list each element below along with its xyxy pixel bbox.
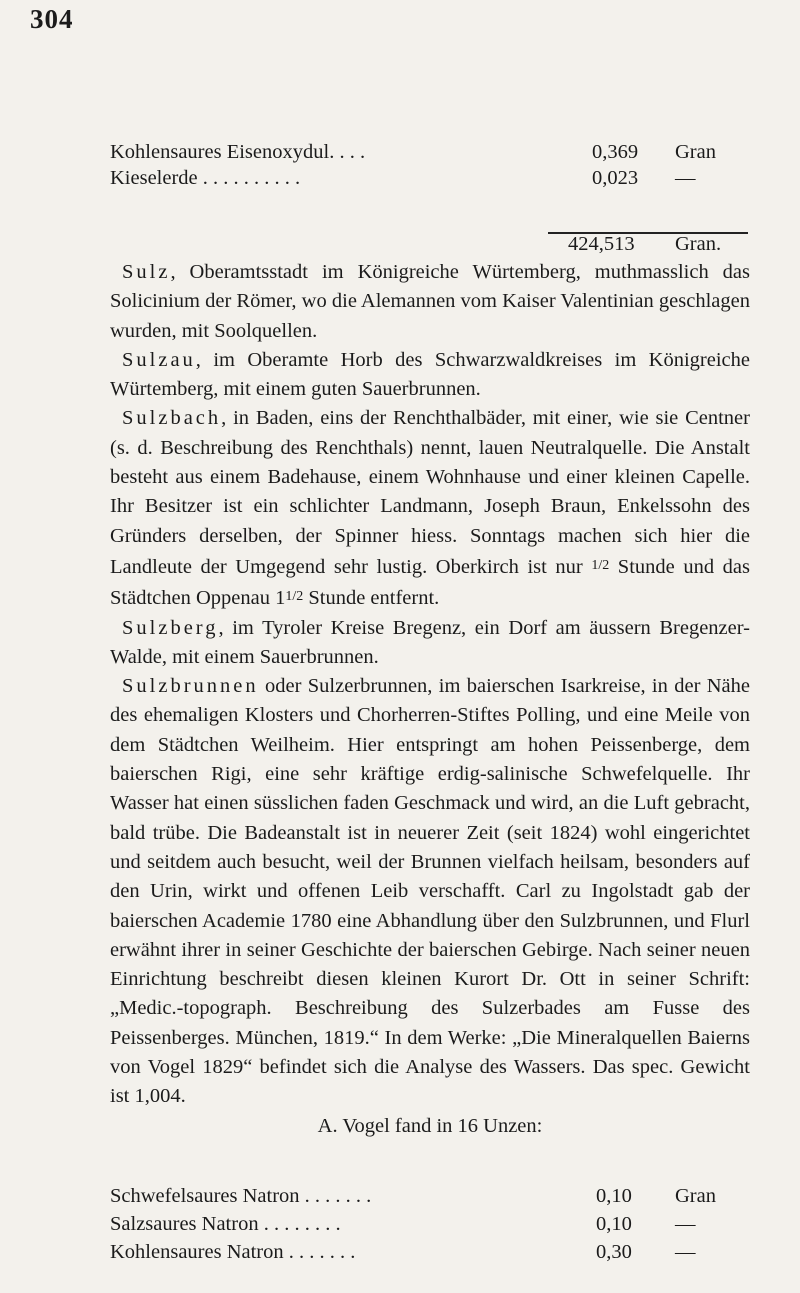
fraction: 1/2 bbox=[591, 557, 610, 573]
substance-unit: — bbox=[675, 167, 696, 189]
substance-name: Salzsaures Natron . . . . . . . . bbox=[110, 1213, 341, 1235]
substance-value: 0,10 bbox=[596, 1185, 632, 1207]
place-heading: Sulzbach bbox=[122, 407, 222, 430]
paragraph-text: Stunde entfernt. bbox=[303, 587, 440, 610]
place-heading: Sulzbrunnen bbox=[122, 675, 259, 698]
substance-unit: — bbox=[675, 1213, 696, 1235]
substance-value: 0,369 bbox=[592, 141, 639, 163]
paragraph-sulz bbox=[110, 258, 750, 346]
substance-value: 0,10 bbox=[596, 1213, 632, 1235]
substance-value: 0,30 bbox=[596, 1241, 632, 1263]
substance-name: Kohlensaures Natron . . . . . . . bbox=[110, 1241, 356, 1263]
total-value: 424,513 bbox=[568, 233, 635, 255]
substance-unit: Gran bbox=[675, 141, 716, 163]
total-unit: Gran. bbox=[675, 233, 722, 255]
substance-name: Kohlensaures Eisenoxydul. . . . bbox=[110, 141, 366, 163]
paragraph-sulzau bbox=[110, 346, 750, 405]
page-number: 304 bbox=[30, 4, 74, 34]
substance-unit: — bbox=[675, 1241, 696, 1263]
paragraph-text: , im Oberamte Horb des Schwarzwaldkreises im Königreiche Würtemberg, mit einem guten Sauerbrunnen. bbox=[110, 348, 750, 401]
analysis-heading: A. Vogel fand in 16 Unzen: bbox=[317, 1114, 543, 1137]
paragraph-sulzberg bbox=[110, 614, 750, 673]
paragraph-text: , Oberamtsstadt im Königreiche Würtemberg, muthmasslich das Solicinium der Römer, wo die Alemannen vom Kaiser Valentinian geschlagen wurden, mit Soolquellen. bbox=[110, 261, 750, 342]
substance-unit: Gran bbox=[675, 1185, 716, 1207]
paragraph-sulzbach bbox=[110, 404, 750, 613]
paragraph-text: , in Baden, eins der Renchthalbäder, mit einer, wie sie Centner (s. d. Beschreibung des Renchthals) nennt, lauen Neutralquelle. Die Anstalt besteht aus einem Badehause, einem Wohnhause und einer kleinen Capelle. Ihr Besitzer ist ein schlichter Landmann, Joseph Braun, Enkelssohn des Gründers derselben, der Spinner hiess. Sonntags machen sich hier die Landleute der Umgegend sehr lustig. Oberkirch ist nur bbox=[110, 407, 750, 578]
place-heading: Sulzberg bbox=[122, 616, 219, 639]
paragraph-sulzbrunnen bbox=[110, 672, 750, 1111]
substance-value: 0,023 bbox=[592, 167, 639, 189]
substance-name: Schwefelsaures Natron . . . . . . . bbox=[110, 1185, 372, 1207]
paragraph-text: oder Sulzerbrunnen, im baierschen Isarkreise, in der Nähe des ehemaligen Klosters und Chorherren-Stiftes Polling, und eine Meile von dem Städtchen Weilheim. Hier entspringt am hohen Peissenberge, dem baierschen Rigi, eine sehr kräftige erdig-salinische Schwefelquelle. Ihr Wasser hat einen süsslichen faden Geschmack und wird, an die Luft gebracht, bald trübe. Die Badeanstalt ist in neuerer Zeit (seit 1824) wohl eingerichtet und seitdem auch besucht, weil der Brunnen vielfach heilsam, besonders auf den Urin, wirkt und offenen Leib verschafft. Carl zu Ingolstadt gab der baierschen Academie 1780 eine Abhandlung über den Sulzbrunnen, und Flurl erwähnt ihrer in seiner Geschichte der baierschen Gebirge. Nach seiner neuen Einrichtung beschreibt diesen kleinen Kurort Dr. Ott in seiner Schrift: „Medic.-topograph. Beschreibung des Sulzerbades am Fusse des Peissenberges. München, 1819.“ In dem Werke: „Die Mineralquellen Baierns von Vogel 1829“ befindet sich die Analyse des Wassers. Das spec. Gewicht ist 1,004. bbox=[110, 675, 750, 1108]
place-heading: Sulzau bbox=[122, 348, 196, 371]
paragraph-text: , im Tyroler Kreise Bregenz, ein Dorf am äussern Bregenzer-Walde, mit einem Sauerbrunnen. bbox=[110, 616, 750, 668]
place-heading: Sulz bbox=[122, 261, 171, 283]
main-text bbox=[110, 258, 750, 1141]
paragraph-text: Stunde und das Städtchen Oppenau 1 bbox=[110, 555, 750, 610]
substance-name: Kieselerde . . . . . . . . . . bbox=[110, 167, 301, 189]
fraction: 1/2 bbox=[285, 589, 304, 605]
